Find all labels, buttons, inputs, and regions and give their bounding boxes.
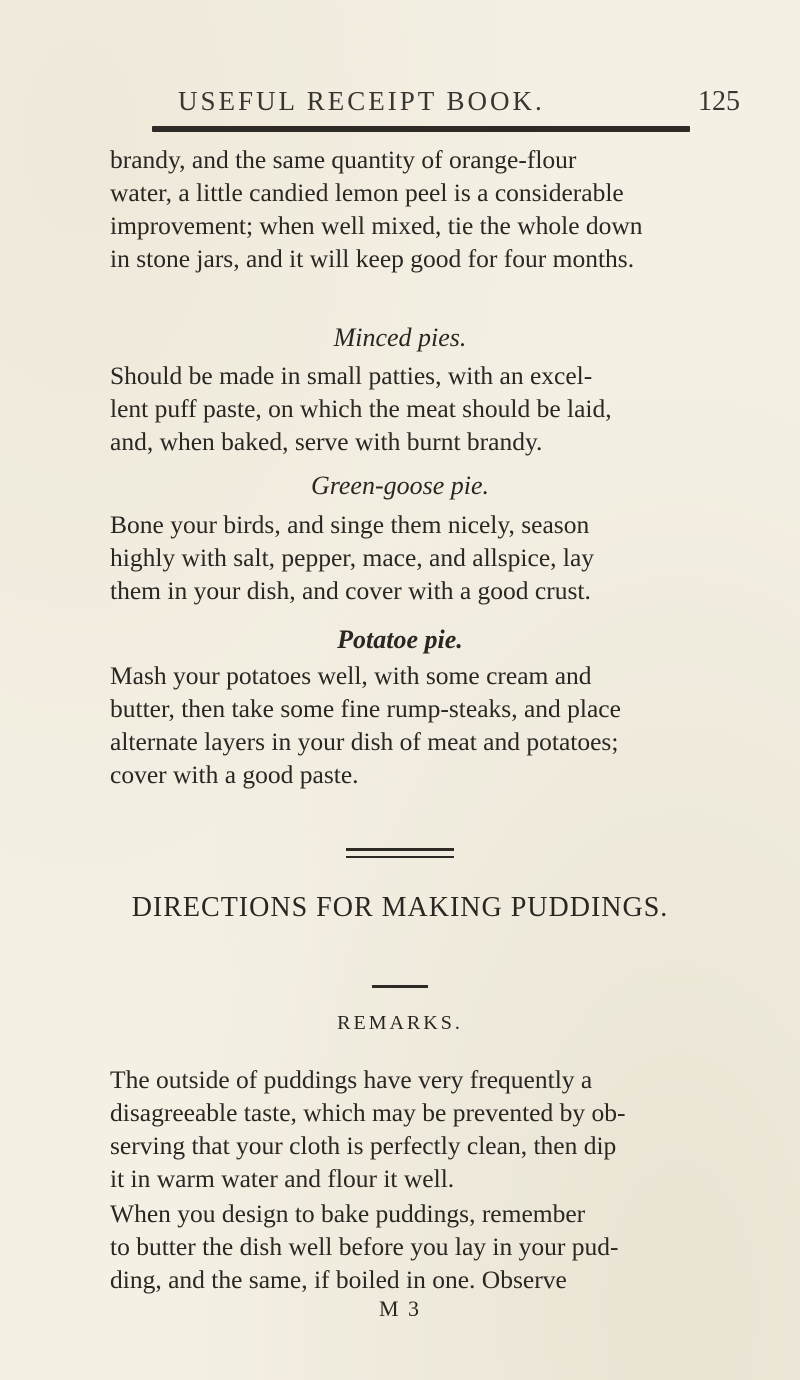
remarks-paragraph-1: [110, 1063, 700, 1195]
text-line: Should be made in small patties, with an excel-: [110, 361, 593, 390]
section-subtitle: REMARKS.: [337, 1012, 463, 1034]
page-number: 125: [698, 86, 740, 117]
text-line: disagreeable taste, which may be prevented by ob-: [110, 1098, 626, 1127]
header-rule: [152, 126, 690, 132]
text-line: highly with salt, pepper, mace, and allspice, lay: [110, 543, 595, 572]
text-line: Bone your birds, and singe them nicely, season: [110, 510, 590, 539]
text-line: Mash your potatoes well, with some cream and: [110, 661, 592, 690]
text-line: water, a little candied lemon peel is a considerable: [110, 178, 624, 207]
text-line: in stone jars, and it will keep good for four months.: [110, 244, 635, 273]
recipe-title-minced-pies: Minced pies.: [333, 323, 467, 352]
text-line: lent puff paste, on which the meat should be laid,: [110, 394, 612, 423]
short-rule: [372, 985, 428, 988]
text-line: The outside of puddings have very frequently a: [110, 1065, 593, 1094]
text-line: them in your dish, and cover with a good crust.: [110, 576, 591, 605]
recipe-title-potatoe-pie: Potatoe pie.: [337, 625, 463, 654]
section-double-rule-top: [346, 848, 454, 851]
text-line: When you design to bake puddings, remember: [110, 1199, 586, 1228]
intro-paragraph: [110, 143, 700, 275]
text-line: alternate layers in your dish of meat and potatoes;: [110, 727, 619, 756]
remarks-paragraph-2: [110, 1197, 700, 1296]
text-line: to butter the dish well before you lay in your pud-: [110, 1232, 619, 1261]
text-line: brandy, and the same quantity of orange-flour: [110, 145, 577, 174]
text-line: and, when baked, serve with burnt brandy.: [110, 427, 543, 456]
recipe-body-minced-pies: [110, 359, 700, 458]
text-line: butter, then take some fine rump-steaks, and place: [110, 694, 621, 723]
section-title: DIRECTIONS FOR MAKING PUDDINGS.: [131, 892, 669, 923]
text-line: improvement; when well mixed, tie the whole down: [110, 211, 643, 240]
text-line: ding, and the same, if boiled in one. Observe: [110, 1265, 567, 1294]
recipe-body-potatoe-pie: [110, 659, 700, 791]
recipe-title-green-goose-pie: Green-goose pie.: [310, 471, 490, 500]
running-head: [0, 86, 800, 122]
recipe-body-green-goose-pie: [110, 508, 700, 607]
section-double-rule-bottom: [346, 856, 454, 858]
text-line: cover with a good paste.: [110, 760, 359, 789]
running-title: USEFUL RECEIPT BOOK.: [178, 86, 545, 116]
text-line: serving that your cloth is perfectly clean, then dip: [110, 1131, 617, 1160]
text-line: it in warm water and flour it well.: [110, 1164, 455, 1193]
signature-mark: M 3: [378, 1296, 422, 1321]
